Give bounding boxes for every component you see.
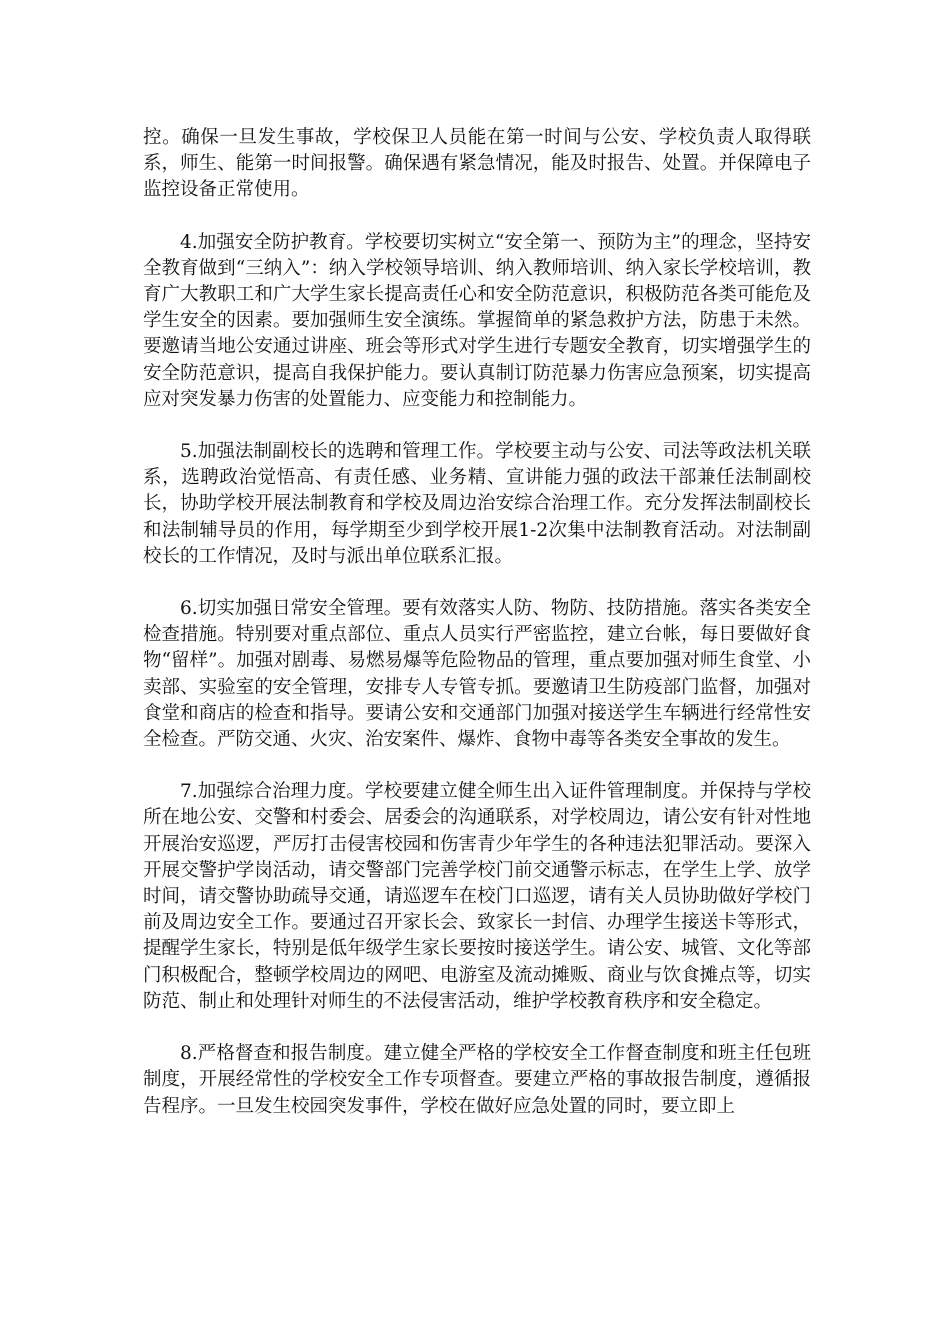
paragraph-continued: 控。确保一旦发生事故，学校保卫人员能在第一时间与公安、学校负责人取得联系，师生、能第一时间报警。确保遇有紧急情况，能及时报告、处置。并保障电子监控设备正常使用。 [143,127,811,201]
paragraph-7-comprehensive-governance: 7.加强综合治理力度。学校要建立健全师生出入证件管理制度。并保持与学校所在地公安、交警和村委会、居委会的沟通联系，对学校周边，请公安有针对性地开展治安巡逻，严厉打击侵害校园和伤害青少年学生的各种违法犯罪活动。要深入开展交警护学岗活动，请交警部门完善学校门前交通警示标志，在学生上学、放学时间，请交警协助疏导交通，请巡逻车在校门口巡逻，请有关人员协助做好学校门前及周边安全工作。要通过召开家长会、致家长一封信、办理学生接送卡等形式，提醒学生家长，特别是低年级学生家长要按时接送学生。请公安、城管、文化等部门积极配合，整顿学校周边的网吧、电游室及流动摊贩、商业与饮食摊点等，切实防范、制止和处理针对师生的不法侵害活动，维护学校教育秩序和安全稳定。 [143,781,811,1012]
paragraph-8-inspection-reporting: 8.严格督查和报告制度。建立健全严格的学校安全工作督查制度和班主任包班制度，开展经常性的学校安全工作专项督查。要建立严格的事故报告制度，遵循报告程序。一旦发生校园突发事件，学校在做好应急处置的同时，要立即上 [143,1043,811,1117]
paragraph-4-safety-education: 4.加强安全防护教育。学校要切实树立“安全第一、预防为主”的理念，坚持安全教育做到“三纳入”：纳入学校领导培训、纳入教师培训、纳入家长学校培训，教育广大教职工和广大学生家长提高责任心和安全防范意识，积极防范各类可能危及学生安全的因素。要加强师生安全演练。掌握简单的紧急救护方法，防患于未然。要邀请当地公安通过讲座、班会等形式对学生进行专题安全教育，切实增强学生的安全防范意识，提高自我保护能力。要认真制订防范暴力伤害应急预案，切实提高应对突发暴力伤害的处置能力、应变能力和控制能力。 [143,231,811,410]
paragraph-6-daily-safety-management: 6.切实加强日常安全管理。要有效落实人防、物防、技防措施。落实各类安全检查措施。特别要对重点部位、重点人员实行严密监控，建立台帐，每日要做好食物“留样”。加强对剧毒、易燃易爆等危险物品的管理，重点要加强对师生食堂、小卖部、实验室的安全管理，安排专人专管专抓。要邀请卫生防疫部门监督，加强对食堂和商店的检查和指导。要请公安和交通部门加强对接送学生车辆进行经常性安全检查。严防交通、火灾、治安案件、爆炸、食物中毒等各类安全事故的发生。 [143,598,811,751]
document-body [143,125,811,1146]
paragraph-5-legal-vice-principal: 5.加强法制副校长的选聘和管理工作。学校要主动与公安、司法等政法机关联系，选聘政治觉悟高、有责任感、业务精、宣讲能力强的政法干部兼任法制副校长，协助学校开展法制教育和学校及周边治安综合治理工作。充分发挥法制副校长和法制辅导员的作用，每学期至少到学校开展1-2次集中法制教育活动。对法制副校长的工作情况，及时与派出单位联系汇报。 [143,441,811,567]
